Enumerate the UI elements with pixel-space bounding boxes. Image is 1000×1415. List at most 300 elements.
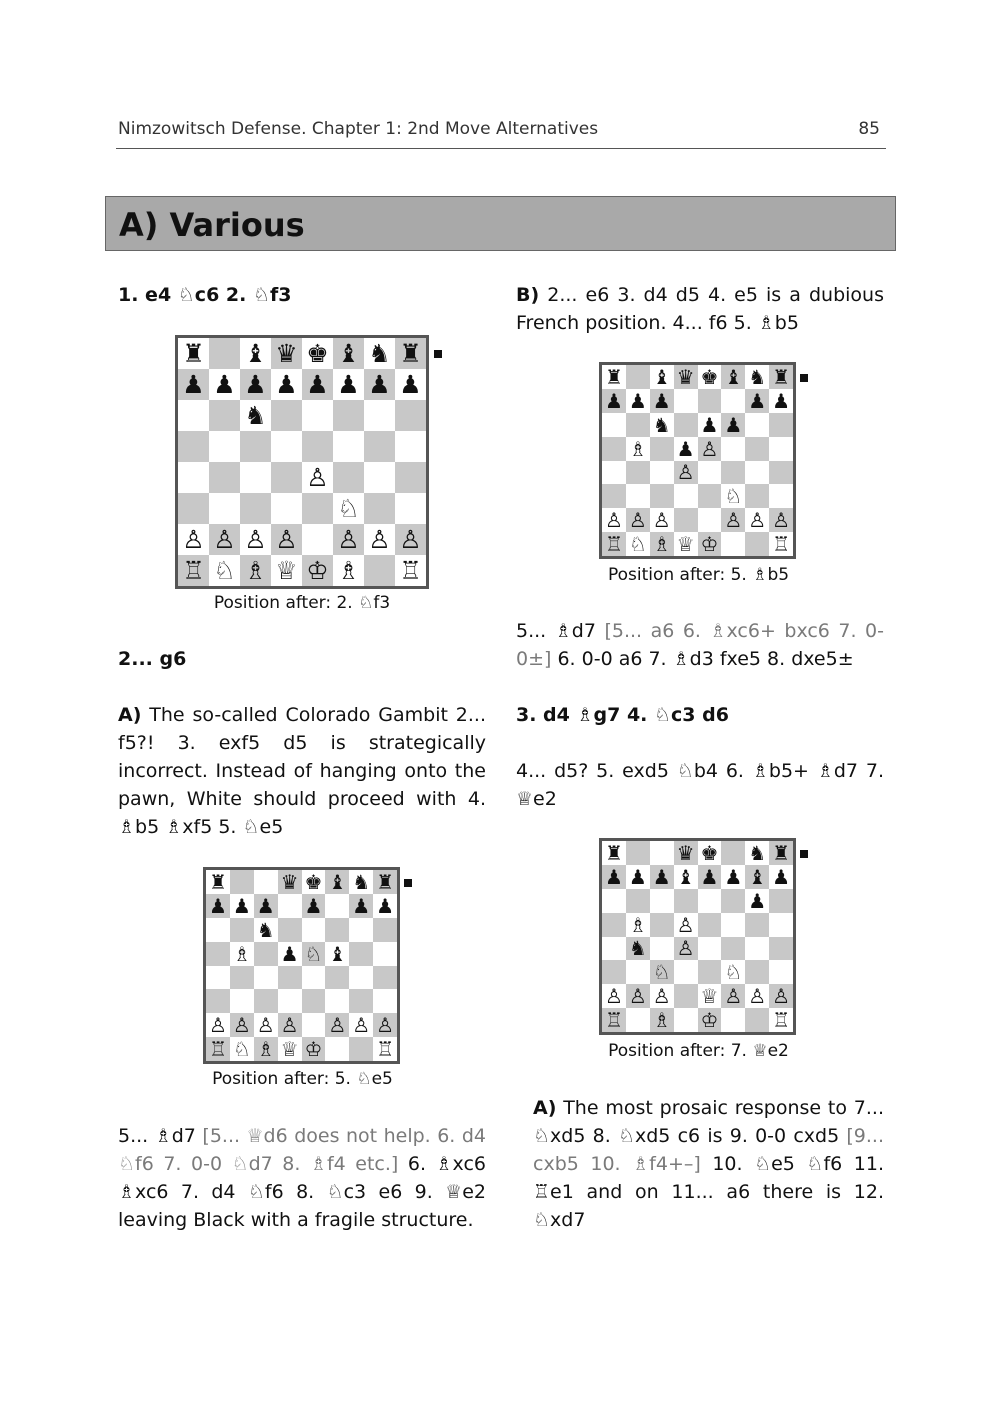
- square-b4: [209, 462, 240, 493]
- square-d8: [278, 870, 302, 894]
- square-a3: [602, 484, 626, 508]
- square-g2: [364, 524, 395, 555]
- square-c5: [254, 942, 278, 966]
- white-pawn-icon: ♙: [306, 463, 329, 492]
- variation-label: A): [118, 704, 142, 726]
- square-g3: [745, 484, 769, 508]
- left-move-line-1: 1. e4 ♘c6 2. ♘f3: [118, 284, 292, 306]
- square-f8: [721, 841, 745, 865]
- chess-board-2: [203, 867, 400, 1064]
- white-knight-icon: ♘: [724, 484, 743, 509]
- black-knight-icon: ♞: [748, 840, 767, 865]
- black-queen-icon: ♛: [275, 339, 298, 368]
- square-g6: [364, 400, 395, 431]
- black-pawn-icon: ♟: [604, 864, 623, 889]
- variation-note: [9... cxb5 10. ♗f4+–]: [533, 1125, 884, 1175]
- black-bishop-icon: ♝: [244, 339, 267, 368]
- square-a3: [602, 960, 626, 984]
- square-h8: [769, 365, 793, 389]
- black-pawn-icon: ♟: [275, 370, 298, 399]
- diagram-caption-2: Position after: 5. ♘e5: [212, 1069, 393, 1089]
- black-rook-icon: ♜: [772, 364, 791, 389]
- white-bishop-icon: ♗: [337, 556, 360, 585]
- black-pawn-icon: ♟: [628, 864, 647, 889]
- square-a6: [602, 413, 626, 437]
- square-d3: [271, 493, 302, 524]
- square-g1: [745, 532, 769, 556]
- white-rook-icon: ♖: [182, 556, 205, 585]
- square-f5: [721, 913, 745, 937]
- square-f6: [721, 413, 745, 437]
- square-h1: [373, 1037, 397, 1061]
- square-d3: [674, 484, 698, 508]
- chess-board-4: [599, 838, 796, 1035]
- white-pawn-icon: ♙: [213, 525, 236, 554]
- square-b1: [626, 1008, 650, 1032]
- left-paragraph-a: [118, 701, 486, 841]
- black-pawn-icon: ♟: [748, 888, 767, 913]
- square-d1: [674, 532, 698, 556]
- black-rook-icon: ♜: [208, 869, 227, 894]
- square-f5: [325, 942, 349, 966]
- black-pawn-icon: ♟: [376, 893, 395, 918]
- square-c8: [650, 841, 674, 865]
- square-f1: [333, 555, 364, 586]
- white-king-icon: ♔: [306, 556, 329, 585]
- white-queen-icon: ♕: [700, 984, 719, 1009]
- square-a7: [602, 865, 626, 889]
- square-c5: [650, 913, 674, 937]
- black-bishop-icon: ♝: [337, 339, 360, 368]
- black-knight-icon: ♞: [748, 364, 767, 389]
- square-h1: [395, 555, 426, 586]
- black-bishop-icon: ♝: [676, 864, 695, 889]
- black-rook-icon: ♜: [376, 869, 395, 894]
- square-d5: [674, 913, 698, 937]
- square-h4: [395, 462, 426, 493]
- white-knight-icon: ♘: [337, 494, 360, 523]
- square-a2: [602, 508, 626, 532]
- square-g1: [349, 1037, 373, 1061]
- white-bishop-icon: ♗: [652, 1008, 671, 1033]
- square-c6: [254, 918, 278, 942]
- square-g2: [745, 508, 769, 532]
- square-c3: [650, 484, 674, 508]
- square-a5: [206, 942, 230, 966]
- square-b3: [626, 484, 650, 508]
- square-b4: [626, 461, 650, 485]
- square-e5: [302, 431, 333, 462]
- square-b2: [230, 1013, 254, 1037]
- white-pawn-icon: ♙: [604, 508, 623, 533]
- black-rook-icon: ♜: [604, 840, 623, 865]
- white-rook-icon: ♖: [772, 532, 791, 557]
- square-a5: [602, 437, 626, 461]
- black-king-icon: ♚: [306, 339, 329, 368]
- square-f8: [325, 870, 349, 894]
- white-pawn-icon: ♙: [280, 1013, 299, 1038]
- square-e4: [302, 966, 326, 990]
- square-a4: [206, 966, 230, 990]
- square-e2: [698, 984, 722, 1008]
- square-d7: [674, 389, 698, 413]
- square-b6: [626, 413, 650, 437]
- square-b5: [209, 431, 240, 462]
- square-c7: [650, 865, 674, 889]
- square-c3: [240, 493, 271, 524]
- square-a4: [602, 461, 626, 485]
- white-pawn-icon: ♙: [676, 460, 695, 485]
- square-d1: [674, 1008, 698, 1032]
- square-g5: [349, 942, 373, 966]
- black-pawn-icon: ♟: [306, 370, 329, 399]
- white-pawn-icon: ♙: [772, 508, 791, 533]
- square-e8: [302, 338, 333, 369]
- square-b6: [209, 400, 240, 431]
- white-pawn-icon: ♙: [676, 912, 695, 937]
- square-f8: [333, 338, 364, 369]
- square-b7: [209, 369, 240, 400]
- white-pawn-icon: ♙: [772, 984, 791, 1009]
- square-h6: [769, 889, 793, 913]
- white-pawn-icon: ♙: [652, 508, 671, 533]
- square-f6: [325, 918, 349, 942]
- square-c7: [650, 389, 674, 413]
- square-f2: [721, 984, 745, 1008]
- black-king-icon: ♚: [700, 364, 719, 389]
- square-g2: [745, 984, 769, 1008]
- white-pawn-icon: ♙: [275, 525, 298, 554]
- white-pawn-icon: ♙: [628, 508, 647, 533]
- square-d3: [674, 960, 698, 984]
- white-rook-icon: ♖: [376, 1037, 395, 1062]
- square-f1: [721, 532, 745, 556]
- square-a6: [206, 918, 230, 942]
- square-g8: [364, 338, 395, 369]
- black-bishop-icon: ♝: [328, 869, 347, 894]
- square-e2: [698, 508, 722, 532]
- square-a1: [602, 1008, 626, 1032]
- square-h4: [769, 937, 793, 961]
- white-pawn-icon: ♙: [748, 984, 767, 1009]
- square-e1: [302, 555, 333, 586]
- black-pawn-icon: ♟: [604, 388, 623, 413]
- move-text: 5... ♗d7: [516, 620, 605, 642]
- square-b6: [626, 889, 650, 913]
- square-g7: [745, 389, 769, 413]
- square-d2: [674, 984, 698, 1008]
- square-g2: [349, 1013, 373, 1037]
- square-c4: [240, 462, 271, 493]
- square-g7: [349, 894, 373, 918]
- square-d6: [674, 889, 698, 913]
- square-d7: [271, 369, 302, 400]
- white-pawn-icon: ♙: [724, 984, 743, 1009]
- square-a7: [178, 369, 209, 400]
- white-pawn-icon: ♙: [368, 525, 391, 554]
- square-g6: [745, 413, 769, 437]
- white-pawn-icon: ♙: [700, 436, 719, 461]
- square-b3: [626, 960, 650, 984]
- square-c6: [240, 400, 271, 431]
- square-b7: [626, 865, 650, 889]
- right-paragraph-b: [516, 281, 884, 337]
- square-g5: [364, 431, 395, 462]
- white-pawn-icon: ♙: [399, 525, 422, 554]
- black-pawn-icon: ♟: [772, 388, 791, 413]
- square-h7: [769, 865, 793, 889]
- move-text: 6. ♗xc6 ♗xc6 7. d4 ♘f6 8. ♘c3 e6 9. ♕e2 leaving Black with a fragile structure.: [118, 1153, 486, 1231]
- white-bishop-icon: ♗: [628, 912, 647, 937]
- square-f3: [721, 960, 745, 984]
- square-f3: [325, 989, 349, 1013]
- square-f4: [333, 462, 364, 493]
- square-h5: [373, 942, 397, 966]
- white-pawn-icon: ♙: [256, 1013, 275, 1038]
- white-pawn-icon: ♙: [376, 1013, 395, 1038]
- square-d4: [271, 462, 302, 493]
- white-bishop-icon: ♗: [628, 436, 647, 461]
- square-a3: [178, 493, 209, 524]
- square-b2: [209, 524, 240, 555]
- square-g4: [364, 462, 395, 493]
- white-rook-icon: ♖: [604, 532, 623, 557]
- section-banner: [105, 196, 896, 251]
- black-rook-icon: ♜: [182, 339, 205, 368]
- square-e6: [302, 400, 333, 431]
- square-a2: [178, 524, 209, 555]
- square-c8: [240, 338, 271, 369]
- square-g7: [745, 865, 769, 889]
- black-pawn-icon: ♟: [652, 864, 671, 889]
- black-bishop-icon: ♝: [652, 364, 671, 389]
- square-d5: [271, 431, 302, 462]
- black-pawn-icon: ♟: [304, 893, 323, 918]
- square-d4: [674, 937, 698, 961]
- square-h6: [373, 918, 397, 942]
- black-rook-icon: ♜: [772, 840, 791, 865]
- square-e1: [698, 532, 722, 556]
- black-pawn-icon: ♟: [700, 864, 719, 889]
- white-king-icon: ♔: [700, 532, 719, 557]
- square-f6: [721, 889, 745, 913]
- variation-text: 2... e6 3. d4 d5 4. e5 is a dubious French position. 4... f6 5. ♗b5: [516, 284, 884, 334]
- square-g1: [745, 1008, 769, 1032]
- variation-text: The so-called Colorado Gambit 2... f5?! 3. exf5 d5 is strategically incorrect. Instead of hanging onto the pawn, White should proceed with 4. ♗b5 ♗xf5 5. ♘e5: [118, 704, 486, 838]
- square-c6: [650, 889, 674, 913]
- black-bishop-icon: ♝: [748, 864, 767, 889]
- square-f2: [721, 508, 745, 532]
- square-b8: [209, 338, 240, 369]
- black-rook-icon: ♜: [604, 364, 623, 389]
- square-d8: [674, 365, 698, 389]
- square-h3: [373, 989, 397, 1013]
- black-pawn-icon: ♟: [352, 893, 371, 918]
- white-pawn-icon: ♙: [676, 936, 695, 961]
- move-text: 5... ♗d7: [118, 1125, 203, 1147]
- square-c2: [650, 984, 674, 1008]
- variation-note: [5... a6 6. ♗xc6+ bxc6 7. 0-0±]: [516, 620, 885, 670]
- white-queen-icon: ♕: [280, 1037, 299, 1062]
- square-a8: [206, 870, 230, 894]
- square-g4: [349, 966, 373, 990]
- right-move-line-1: 3. d4 ♗g7 4. ♘c3 d6: [516, 704, 729, 726]
- black-pawn-icon: ♟: [256, 893, 275, 918]
- square-e2: [302, 524, 333, 555]
- square-d2: [271, 524, 302, 555]
- square-h8: [373, 870, 397, 894]
- diagram-caption-1: Position after: 2. ♘f3: [213, 593, 391, 613]
- square-e7: [302, 894, 326, 918]
- square-g3: [349, 989, 373, 1013]
- move-text: 6. 0-0 a6 7. ♗d3 fxe5 8. dxe5±: [551, 648, 854, 670]
- black-to-move-indicator: [404, 879, 412, 887]
- square-h2: [395, 524, 426, 555]
- square-e4: [302, 462, 333, 493]
- black-pawn-icon: ♟: [368, 370, 391, 399]
- black-rook-icon: ♜: [399, 339, 422, 368]
- square-e7: [302, 369, 333, 400]
- square-e4: [698, 937, 722, 961]
- black-pawn-icon: ♟: [748, 388, 767, 413]
- square-e8: [698, 365, 722, 389]
- square-h1: [769, 1008, 793, 1032]
- square-c7: [240, 369, 271, 400]
- square-b1: [626, 532, 650, 556]
- square-f8: [721, 365, 745, 389]
- square-b5: [626, 913, 650, 937]
- black-knight-icon: ♞: [652, 412, 671, 437]
- square-d8: [674, 841, 698, 865]
- square-f4: [325, 966, 349, 990]
- white-knight-icon: ♘: [724, 960, 743, 985]
- black-pawn-icon: ♟: [208, 893, 227, 918]
- move-text: The most prosaic response to 7... ♘xd5 8. ♘xd5 c6 is 9. 0-0 cxd5: [533, 1097, 884, 1147]
- square-a5: [602, 913, 626, 937]
- white-bishop-icon: ♗: [244, 556, 267, 585]
- square-h5: [769, 913, 793, 937]
- white-pawn-icon: ♙: [208, 1013, 227, 1038]
- square-b3: [209, 493, 240, 524]
- square-d4: [674, 461, 698, 485]
- square-e3: [698, 484, 722, 508]
- white-bishop-icon: ♗: [652, 532, 671, 557]
- square-h3: [769, 484, 793, 508]
- square-f6: [333, 400, 364, 431]
- square-d3: [278, 989, 302, 1013]
- square-b3: [230, 989, 254, 1013]
- white-pawn-icon: ♙: [748, 508, 767, 533]
- square-h7: [373, 894, 397, 918]
- variation-note: [5... ♕d6 does not help. 6. d4 ♘f6 7. 0-0 ♘d7 8. ♗f4 etc.]: [118, 1125, 486, 1175]
- square-g5: [745, 437, 769, 461]
- square-h5: [395, 431, 426, 462]
- square-b8: [626, 365, 650, 389]
- square-e1: [698, 1008, 722, 1032]
- square-g3: [745, 960, 769, 984]
- black-knight-icon: ♞: [352, 869, 371, 894]
- square-c1: [650, 1008, 674, 1032]
- square-c2: [254, 1013, 278, 1037]
- square-c8: [650, 365, 674, 389]
- square-b4: [230, 966, 254, 990]
- white-pawn-icon: ♙: [352, 1013, 371, 1038]
- white-pawn-icon: ♙: [328, 1013, 347, 1038]
- square-d6: [674, 413, 698, 437]
- square-h2: [373, 1013, 397, 1037]
- square-g8: [745, 365, 769, 389]
- square-d1: [271, 555, 302, 586]
- square-b8: [230, 870, 254, 894]
- black-bishop-icon: ♝: [724, 364, 743, 389]
- square-h2: [769, 984, 793, 1008]
- square-g6: [349, 918, 373, 942]
- square-g8: [349, 870, 373, 894]
- square-f1: [325, 1037, 349, 1061]
- black-to-move-indicator: [434, 350, 442, 358]
- black-knight-icon: ♞: [368, 339, 391, 368]
- square-h1: [769, 532, 793, 556]
- square-e6: [698, 889, 722, 913]
- square-c8: [254, 870, 278, 894]
- black-pawn-icon: ♟: [399, 370, 422, 399]
- black-knight-icon: ♞: [256, 917, 275, 942]
- square-h2: [769, 508, 793, 532]
- black-pawn-icon: ♟: [628, 388, 647, 413]
- white-pawn-icon: ♙: [628, 984, 647, 1009]
- square-e7: [698, 389, 722, 413]
- white-rook-icon: ♖: [399, 556, 422, 585]
- white-king-icon: ♔: [700, 1008, 719, 1033]
- white-pawn-icon: ♙: [724, 508, 743, 533]
- square-f5: [333, 431, 364, 462]
- white-pawn-icon: ♙: [337, 525, 360, 554]
- square-b7: [230, 894, 254, 918]
- square-c1: [254, 1037, 278, 1061]
- chess-board-1: [175, 335, 429, 589]
- square-g6: [745, 889, 769, 913]
- square-a7: [602, 389, 626, 413]
- square-h5: [769, 437, 793, 461]
- left-paragraph-continuation: [118, 1122, 486, 1234]
- white-bishop-icon: ♗: [232, 941, 251, 966]
- black-queen-icon: ♛: [676, 840, 695, 865]
- black-pawn-icon: ♟: [337, 370, 360, 399]
- square-h4: [769, 461, 793, 485]
- right-paragraph-a: [533, 1094, 884, 1234]
- square-f7: [721, 865, 745, 889]
- square-a4: [602, 937, 626, 961]
- square-c3: [650, 960, 674, 984]
- white-king-icon: ♔: [304, 1037, 323, 1062]
- black-knight-icon: ♞: [628, 936, 647, 961]
- variation-label: A): [533, 1097, 557, 1119]
- square-a8: [602, 365, 626, 389]
- black-knight-icon: ♞: [244, 401, 267, 430]
- square-f7: [721, 389, 745, 413]
- square-c6: [650, 413, 674, 437]
- square-c1: [650, 532, 674, 556]
- black-to-move-indicator: [800, 850, 808, 858]
- white-knight-icon: ♘: [232, 1037, 251, 1062]
- square-a1: [602, 532, 626, 556]
- white-queen-icon: ♕: [275, 556, 298, 585]
- square-a6: [178, 400, 209, 431]
- square-b5: [230, 942, 254, 966]
- square-a1: [178, 555, 209, 586]
- square-h3: [395, 493, 426, 524]
- black-queen-icon: ♛: [676, 364, 695, 389]
